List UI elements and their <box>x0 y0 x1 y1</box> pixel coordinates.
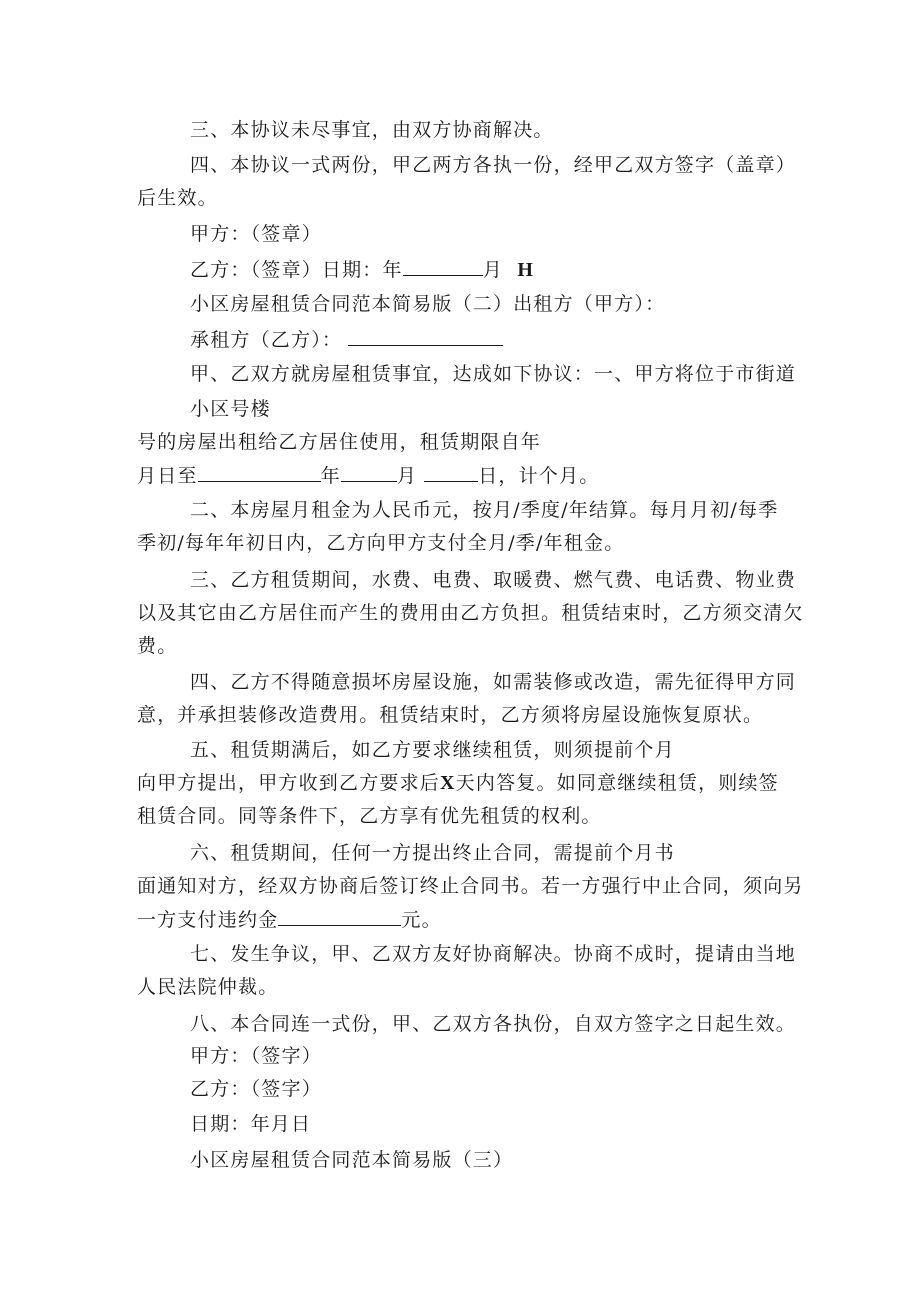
text-run: 五、租赁期满后，如乙方要求继续租赁，则须提前个月 <box>190 739 675 761</box>
paragraph-dispute-cont <box>137 975 278 999</box>
text-run: 季初/每年年初日内，乙方向甲方支付全月/季/年租金。 <box>137 532 625 554</box>
text-run: 三、乙方租赁期间，水费、电费、取暖费、燃气费、电话费、物业费 <box>190 569 797 591</box>
text-run: 一方支付违约金 <box>137 909 279 931</box>
paragraph-rent <box>190 498 778 522</box>
text-run: X <box>440 772 456 794</box>
paragraph-rent-cont <box>137 531 624 555</box>
text-run: 人民法院仲裁。 <box>137 976 279 998</box>
text-run: 小区房屋租赁合同范本简易版（二）出租方（甲方）： <box>190 293 666 315</box>
blank-line <box>403 257 483 276</box>
paragraph-renewal-cont <box>137 771 779 795</box>
paragraph-termination-cont <box>137 874 804 898</box>
blank-line <box>198 463 321 482</box>
party-a-seal-line <box>190 222 322 246</box>
text-run: 二、本房屋月租金为人民币元，按月/季度/年结算。每月月初/每季 <box>190 499 779 521</box>
text-run: 四、乙方不得随意损坏房屋设施，如需装修或改造，需先征得甲方同 <box>190 671 797 693</box>
paragraph-fees-cont <box>137 601 804 625</box>
party-a-signature <box>190 1044 322 1068</box>
text-run: 甲方：（签字） <box>190 1045 322 1067</box>
text-run: 乙方：（签字） <box>190 1078 322 1100</box>
text-run: 小区号楼 <box>190 398 271 420</box>
contract-3-heading <box>190 1148 513 1172</box>
text-run: 后生效。 <box>137 187 218 209</box>
paragraph-clause-3 <box>190 118 554 142</box>
text-run: 面通知对方，经双方协商后签订终止合同书。若一方强行中止合同，须向另 <box>137 875 804 897</box>
paragraph-clause-4 <box>190 153 796 177</box>
party-b-seal-date-line <box>190 257 534 282</box>
text-run: 甲、乙双方就房屋租赁事宜，达成如下协议：一、甲方将位于市街道 <box>190 363 797 385</box>
tenant-line <box>190 327 503 352</box>
text-run: 月日至 <box>137 465 198 487</box>
text-run: 七、发生争议，甲、乙双方友好协商解决。协商不成时，提请由当地 <box>190 943 797 965</box>
paragraph-facilities <box>190 670 796 694</box>
text-run: 号的房屋出租给乙方居住使用，租赁期限自年 <box>137 431 542 453</box>
text-run: 日，计个月。 <box>478 465 600 487</box>
text-run: 天内答复。如同意继续租赁，则续签 <box>455 772 779 794</box>
paragraph-facilities-cont <box>137 703 763 727</box>
signature-date <box>190 1112 311 1136</box>
text-run: 意，并承担装修改造费用。租赁结束时，乙方须将房屋设施恢复原状。 <box>137 704 764 726</box>
blank-line <box>341 463 397 482</box>
text-run: H <box>517 259 535 281</box>
text-run: 承租方（乙方）： <box>190 329 343 351</box>
blank-line <box>348 327 503 346</box>
text-run: 费。 <box>137 635 178 657</box>
paragraph-dispute <box>190 942 796 966</box>
text-run: 租赁合同。同等条件下，乙方享有优先租赁的权利。 <box>137 805 602 827</box>
paragraph-clause-4-cont <box>137 186 218 210</box>
address-line <box>190 397 271 421</box>
paragraph-fees-cont <box>137 634 177 658</box>
text-run: 年 <box>320 465 341 487</box>
text-run: 六、租赁期间，任何一方提出终止合同，需提前个月书 <box>190 842 675 864</box>
text-run: 日期：年月日 <box>190 1113 312 1135</box>
text-run: 乙方：（签章）日期：年 <box>190 259 403 281</box>
paragraph-fees <box>190 568 796 592</box>
paragraph-termination <box>190 841 675 865</box>
paragraph-renewal-cont <box>137 804 602 828</box>
text-run: 月 <box>482 259 503 281</box>
lease-date-line <box>137 463 599 488</box>
contract-2-heading <box>190 292 665 316</box>
paragraph-renewal <box>190 738 675 762</box>
blank-line <box>278 907 401 926</box>
text-run: 四、本协议一式两份，甲乙两方各执一份，经甲乙双方签字（盖章） <box>190 154 797 176</box>
text-run: 小区房屋租赁合同范本简易版（三） <box>190 1149 514 1171</box>
agreement-intro <box>190 362 796 386</box>
blank-line <box>424 463 478 482</box>
lease-term-line <box>137 430 541 454</box>
text-run: 三、本协议未尽事宜，由双方协商解决。 <box>190 119 554 141</box>
party-b-signature <box>190 1077 322 1101</box>
text-run: 元。 <box>401 909 442 931</box>
text-run: 月 <box>396 465 418 487</box>
paragraph-copies <box>190 1012 796 1036</box>
text-run: 甲方：（签章） <box>190 223 322 245</box>
paragraph-termination-cont <box>137 907 442 932</box>
text-run: 向甲方提出，甲方收到乙方要求后 <box>137 772 441 794</box>
text-run: 以及其它由乙方居住而产生的费用由乙方负担。租赁结束时，乙方须交清欠 <box>137 602 804 624</box>
text-run: 八、本合同连一式份，甲、乙双方各执份，自双方签字之日起生效。 <box>190 1013 797 1035</box>
